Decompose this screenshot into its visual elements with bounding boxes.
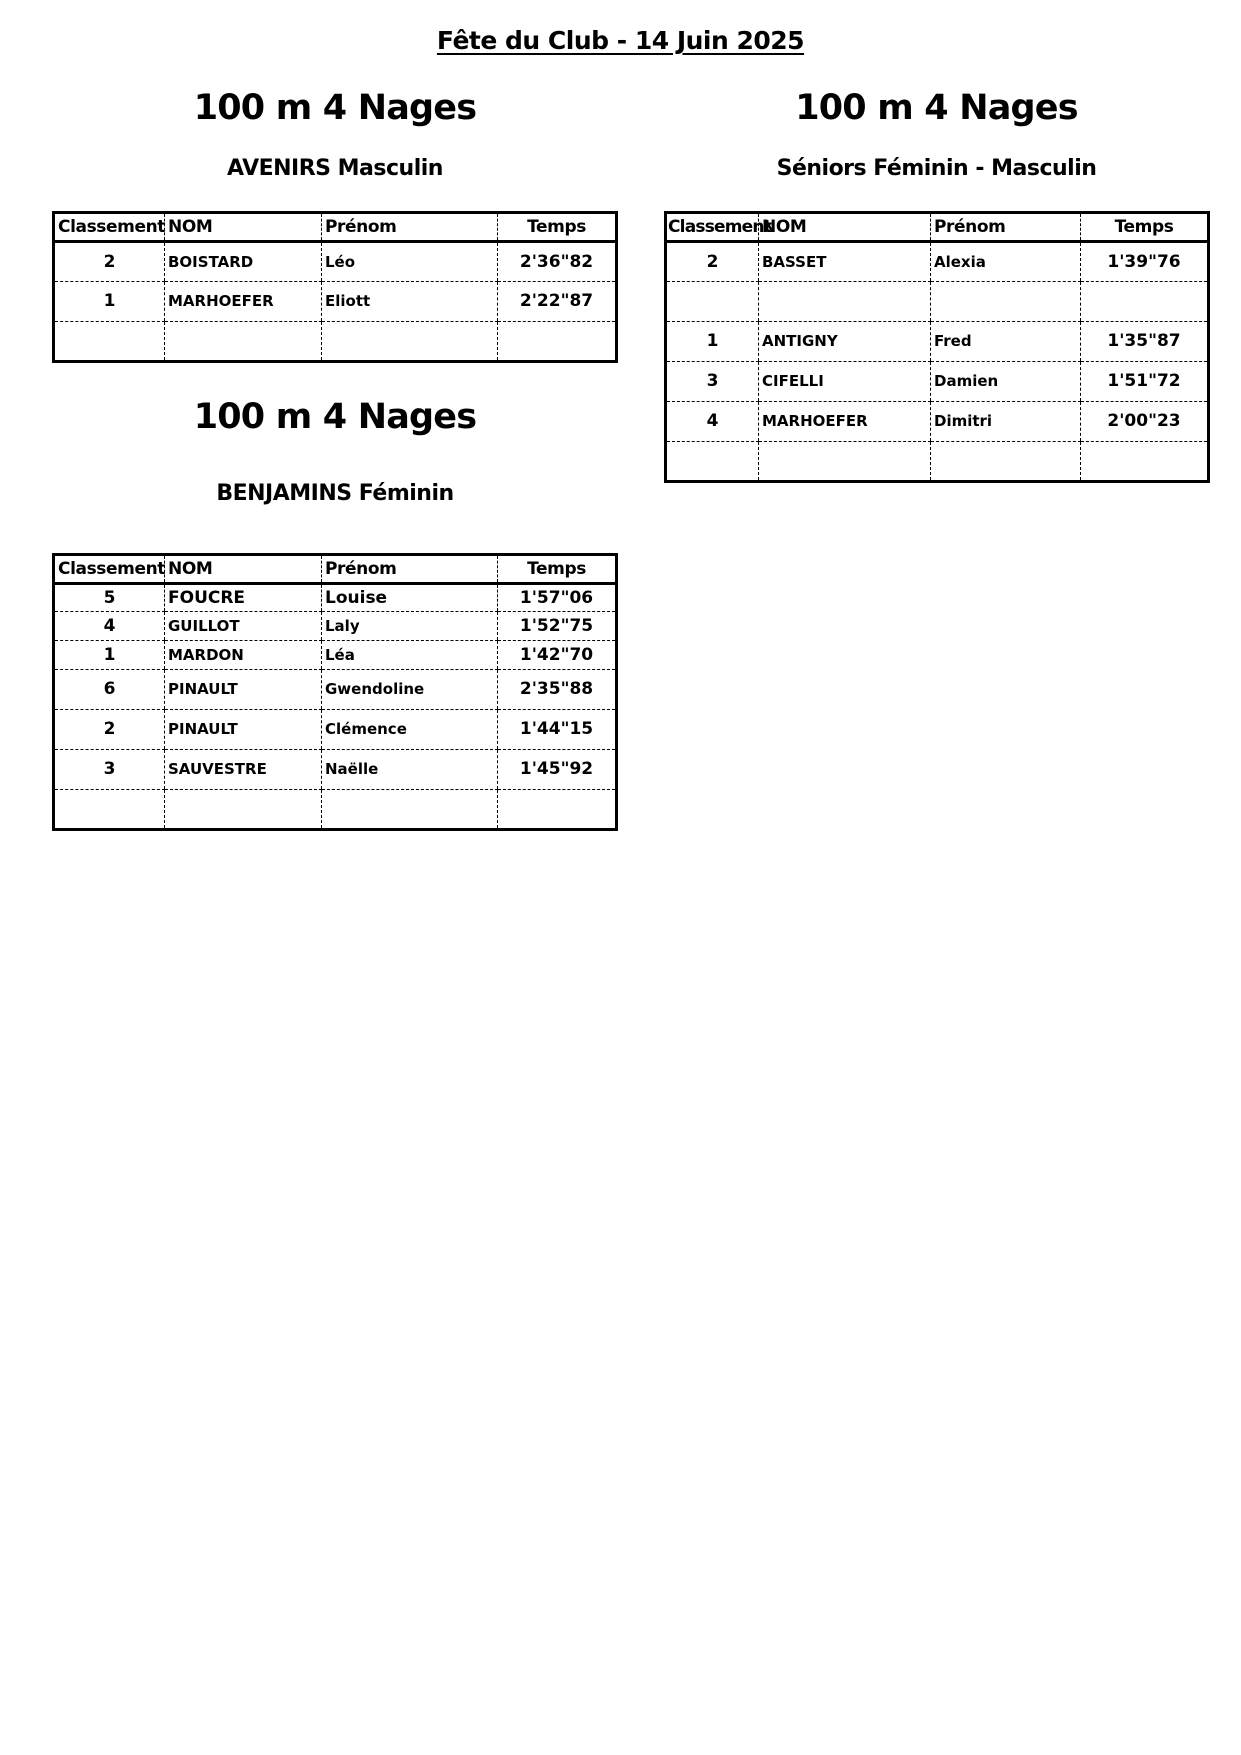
temps-cell: [1081, 442, 1209, 482]
table-row: [54, 710, 617, 750]
temps-cell: 1'42"70: [498, 641, 617, 670]
table-row: [54, 612, 617, 641]
nom-cell: SAUVESTRE: [165, 750, 322, 790]
nom-cell: GUILLOT: [165, 612, 322, 641]
prenom-cell: Eliott: [322, 282, 498, 322]
column-header-temps: Temps: [498, 555, 617, 584]
nom-cell: ANTIGNY: [759, 322, 931, 362]
category-title-avenirs: AVENIRS Masculin: [227, 156, 443, 181]
nom-cell: MARDON: [165, 641, 322, 670]
category-title-seniors: Séniors Féminin - Masculin: [776, 156, 1097, 181]
nom-cell: [759, 442, 931, 482]
temps-cell: 1'52"75: [498, 612, 617, 641]
nom-cell: [165, 790, 322, 830]
table-row: [666, 282, 1209, 322]
rank-cell: [666, 442, 759, 482]
prenom-cell: Gwendoline: [322, 670, 498, 710]
rank-cell: 1: [54, 641, 165, 670]
temps-cell: 1'35"87: [1081, 322, 1209, 362]
table-row: [666, 442, 1209, 482]
rank-cell: 2: [54, 242, 165, 282]
table-row: [54, 641, 617, 670]
nom-cell: PINAULT: [165, 670, 322, 710]
column-header-temps: Temps: [1081, 213, 1209, 242]
nom-cell: BASSET: [759, 242, 931, 282]
column-header-prenom: Prénom: [931, 213, 1081, 242]
rank-cell: 3: [666, 362, 759, 402]
temps-cell: [498, 790, 617, 830]
column-header-nom: NOM: [165, 213, 322, 242]
rank-cell: 3: [54, 750, 165, 790]
temps-cell: 1'45"92: [498, 750, 617, 790]
nom-cell: CIFELLI: [759, 362, 931, 402]
temps-cell: [498, 322, 617, 362]
nom-cell: FOUCRE: [165, 584, 322, 612]
prenom-cell: [931, 282, 1081, 322]
rank-cell: 1: [54, 282, 165, 322]
document-title: Fête du Club - 14 Juin 2025: [436, 26, 805, 55]
temps-cell: 2'00"23: [1081, 402, 1209, 442]
column-header-rank: Classement: [54, 555, 165, 584]
nom-cell: [759, 282, 931, 322]
temps-cell: 2'35"88: [498, 670, 617, 710]
nom-cell: BOISTARD: [165, 242, 322, 282]
column-header-nom: NOM: [165, 555, 322, 584]
prenom-cell: [322, 790, 498, 830]
prenom-cell: Naëlle: [322, 750, 498, 790]
table-row: [666, 402, 1209, 442]
prenom-cell: Fred: [931, 322, 1081, 362]
prenom-cell: Damien: [931, 362, 1081, 402]
prenom-cell: [931, 442, 1081, 482]
category-title-benjamins: BENJAMINS Féminin: [216, 481, 454, 506]
table-row: [54, 790, 617, 830]
column-header-nom: NOM: [759, 213, 931, 242]
rank-cell: [666, 282, 759, 322]
temps-cell: 1'39"76: [1081, 242, 1209, 282]
column-header-rank: Classement: [666, 213, 759, 242]
column-header-temps: Temps: [498, 213, 617, 242]
prenom-cell: Dimitri: [931, 402, 1081, 442]
rank-cell: 1: [666, 322, 759, 362]
table-row: [54, 670, 617, 710]
prenom-cell: Clémence: [322, 710, 498, 750]
temps-cell: 1'57"06: [498, 584, 617, 612]
column-header-prenom: Prénom: [322, 213, 498, 242]
column-header-prenom: Prénom: [322, 555, 498, 584]
prenom-cell: Léa: [322, 641, 498, 670]
table-row: [54, 242, 617, 282]
column-header-rank: Classement: [54, 213, 165, 242]
table-row: [666, 242, 1209, 282]
temps-cell: [1081, 282, 1209, 322]
table-header-row: [54, 213, 617, 242]
event-title-benjamins: 100 m 4 Nages: [193, 397, 477, 437]
rank-cell: [54, 790, 165, 830]
rank-cell: 6: [54, 670, 165, 710]
temps-cell: 2'22"87: [498, 282, 617, 322]
prenom-cell: Louise: [322, 584, 498, 612]
event-title-avenirs: 100 m 4 Nages: [193, 88, 477, 128]
results-table-avenirs: [52, 211, 618, 363]
results-table-benjamins: [52, 553, 618, 831]
nom-cell: PINAULT: [165, 710, 322, 750]
nom-cell: MARHOEFER: [165, 282, 322, 322]
table-row: [666, 362, 1209, 402]
rank-cell: [54, 322, 165, 362]
nom-cell: MARHOEFER: [759, 402, 931, 442]
prenom-cell: Léo: [322, 242, 498, 282]
rank-cell: 4: [54, 612, 165, 641]
rank-cell: 4: [666, 402, 759, 442]
table-header-row: [666, 213, 1209, 242]
results-table-seniors: [664, 211, 1210, 483]
prenom-cell: Alexia: [931, 242, 1081, 282]
temps-cell: 1'44"15: [498, 710, 617, 750]
table-row: [54, 322, 617, 362]
prenom-cell: [322, 322, 498, 362]
event-title-seniors: 100 m 4 Nages: [795, 88, 1078, 128]
table-header-row: [54, 555, 617, 584]
table-row: [54, 750, 617, 790]
rank-cell: 2: [666, 242, 759, 282]
nom-cell: [165, 322, 322, 362]
table-row: [54, 584, 617, 612]
temps-cell: 1'51"72: [1081, 362, 1209, 402]
prenom-cell: Laly: [322, 612, 498, 641]
table-row: [54, 282, 617, 322]
temps-cell: 2'36"82: [498, 242, 617, 282]
table-row: [666, 322, 1209, 362]
rank-cell: 2: [54, 710, 165, 750]
rank-cell: 5: [54, 584, 165, 612]
